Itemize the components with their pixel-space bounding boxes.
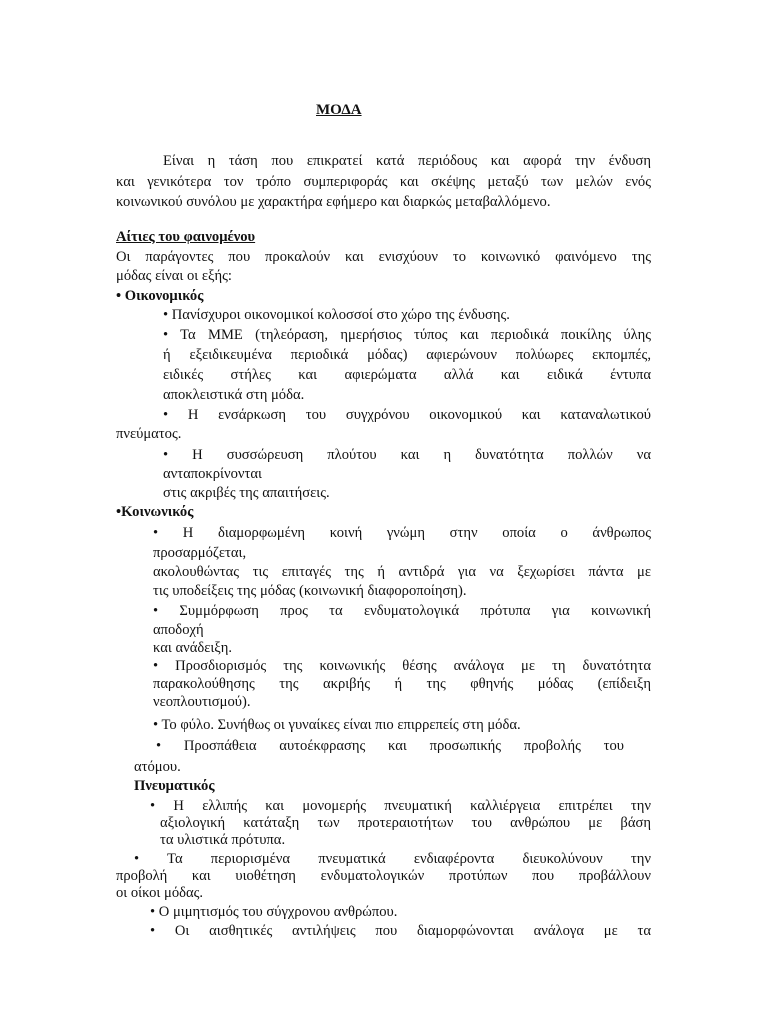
social-line: τις υποδείξεις της μόδας (κοινωνική διαφοροποίηση). (153, 583, 467, 599)
section-heading-causes: Αίτιες του φαινομένου (116, 229, 256, 245)
social-line: και ανάδειξη. (153, 640, 233, 656)
social-line: • Το φύλο. Συνήθως οι γυναίκες είναι πιο επιρρεπείς στη μόδα. (153, 717, 521, 733)
social-line: • Προσπάθεια αυτοέκφρασης και προσωπικής προβολής του (156, 738, 624, 754)
spiritual-line: αξιολογική κατάταξη των προτεραιοτήτων του ανθρώπου με βάση (160, 815, 651, 831)
spiritual-line: • Τα περιορισμένα πνευματικά ενδιαφέροντα διευκολύνουν την (134, 851, 651, 867)
economic-line: αποκλειστικά στη μόδα. (163, 387, 305, 403)
economic-line: ειδικές στήλες και αφιερώματα αλλά και ειδικά έντυπα (163, 367, 651, 383)
economic-line: ανταποκρίνονται (163, 466, 262, 482)
social-line: νεοπλουτισμού). (153, 694, 251, 710)
social-line: αποδοχή (153, 622, 204, 638)
social-line: προσαρμόζεται, (153, 545, 247, 561)
spiritual-heading: Πνευματικός (134, 778, 215, 794)
economic-line: • Πανίσχυροι οικονομικοί κολοσσοί στο χώρο της ένδυσης. (163, 307, 510, 323)
page-title: ΜΟΔΑ (316, 102, 362, 118)
social-heading: •Κοινωνικός (116, 504, 194, 520)
spiritual-line: οι οίκοι μόδας. (116, 885, 204, 901)
intro-line: κοινωνικού συνόλου με χαρακτήρα εφήμερο και διαρκώς μεταβαλλόμενο. (116, 194, 551, 210)
economic-heading: • Οικονομικός (116, 288, 204, 304)
causes-intro-line: μόδας είναι οι εξής: (116, 268, 232, 284)
social-line: • Συμμόρφωση προς τα ενδυματολογικά πρότυπα για κοινωνική (153, 603, 651, 619)
social-line: ακολουθώντας τις επιταγές της ή αντιδρά για να ξεχωρίσει πάντα με (153, 564, 651, 580)
social-line: ατόμου. (134, 759, 181, 775)
economic-line: • Τα ΜΜΕ (τηλεόραση, ημερήσιος τύπος και περιοδικά ποικίλης ύλης (163, 327, 651, 343)
economic-line: • Η συσσώρευση πλούτου και η δυνατότητα πολλών να (163, 447, 651, 463)
social-line: παρακολούθησης της ακριβής ή της φθηνής μόδας (επίδειξη (153, 676, 651, 692)
economic-line: πνεύματος. (116, 426, 182, 442)
social-line: • Η διαμορφωμένη κοινή γνώμη στην οποία ο άνθρωπος (153, 525, 651, 541)
social-line: • Προσδιορισμός της κοινωνικής θέσης ανάλογα με τη δυνατότητα (153, 658, 651, 674)
spiritual-line: • Οι αισθητικές αντιλήψεις που διαμορφώνονται ανάλογα με τα (150, 923, 651, 939)
spiritual-line: προβολή και υιοθέτηση ενδυματολογικών προτύπων που προβάλλουν (116, 868, 651, 884)
economic-line: ή εξειδικευμένα περιοδικά μόδας) αφιερώνουν πολύωρες εκπομπές, (163, 347, 651, 363)
economic-line: στις ακριβές της απαιτήσεις. (163, 485, 330, 501)
causes-intro-line: Οι παράγοντες που προκαλούν και ενισχύουν το κοινωνικό φαινόμενο της (116, 249, 651, 265)
intro-line: Είναι η τάση που επικρατεί κατά περιόδους και αφορά την ένδυση (163, 153, 651, 169)
spiritual-line: τα υλιστικά πρότυπα. (160, 832, 286, 848)
spiritual-line: • Ο μιμητισμός του σύγχρονου ανθρώπου. (150, 904, 398, 920)
economic-line: • Η ενσάρκωση του συγχρόνου οικονομικού και καταναλωτικού (163, 407, 651, 423)
intro-line: και γενικότερα τον τρόπο συμπεριφοράς και σκέψης μεταξύ των μελών ενός (116, 174, 651, 190)
spiritual-line: • Η ελλιπής και μονομερής πνευματική καλλιέργεια επιτρέπει την (150, 798, 651, 814)
